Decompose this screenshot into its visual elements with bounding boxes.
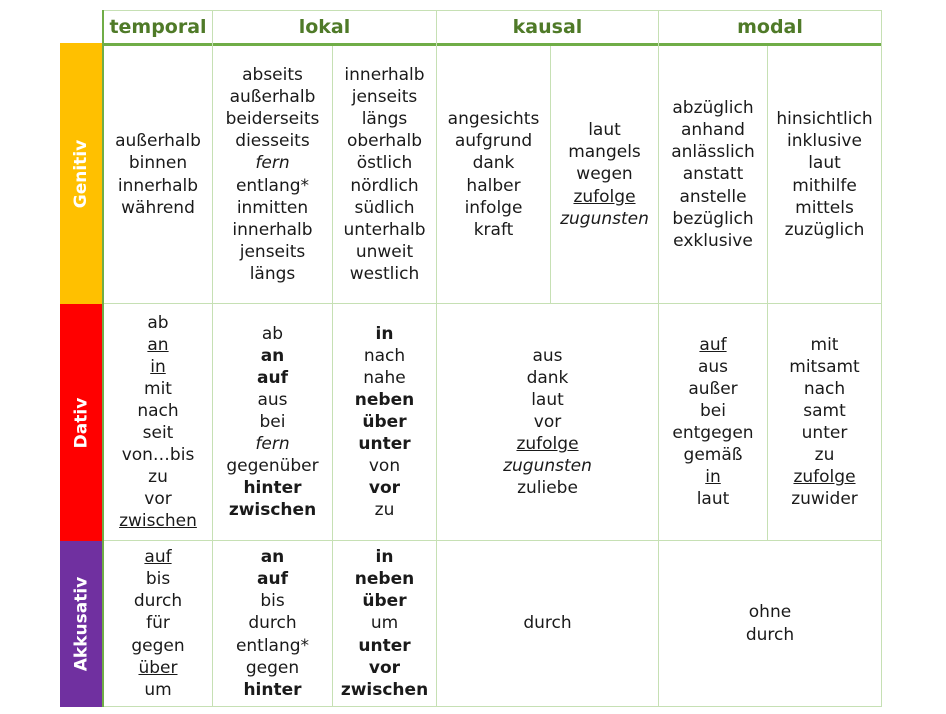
header-temporal: temporal xyxy=(109,15,207,38)
preposition: außerhalb xyxy=(115,131,201,152)
preposition: entlang* xyxy=(235,635,310,656)
preposition: zugunsten xyxy=(560,208,649,229)
preposition: um xyxy=(144,679,172,700)
grid-line-bottom xyxy=(103,706,882,707)
preposition: gegen xyxy=(131,635,185,656)
genitiv-lokal-cell-1 xyxy=(213,46,332,303)
preposition: laut xyxy=(531,389,564,410)
preposition: zuwider xyxy=(791,489,858,510)
preposition: bis xyxy=(145,569,171,590)
dativ-modal-cell-2 xyxy=(768,304,881,540)
preposition: zugunsten xyxy=(503,456,592,477)
preposition: dank xyxy=(472,153,515,174)
preposition: unter xyxy=(801,423,848,443)
preposition: zufolge xyxy=(793,467,856,488)
preposition: durch xyxy=(523,613,572,634)
preposition: abzüglich xyxy=(672,98,754,119)
preposition: nördlich xyxy=(350,175,419,196)
preposition: auf xyxy=(257,569,288,590)
preposition: über xyxy=(362,411,407,432)
preposition: ohne xyxy=(748,602,792,623)
preposition: unter xyxy=(358,635,411,656)
grid-line-right xyxy=(881,10,882,707)
preposition: über xyxy=(138,657,178,678)
preposition: neben xyxy=(354,569,415,590)
preposition: neben xyxy=(354,389,415,410)
preposition: anstelle xyxy=(679,186,747,207)
preposition: nach xyxy=(803,378,846,399)
preposition: anlässlich xyxy=(671,142,755,163)
preposition: innerhalb xyxy=(232,219,313,240)
preposition: an xyxy=(260,547,285,568)
preposition: mit xyxy=(144,378,172,399)
preposition: in xyxy=(150,356,166,377)
preposition: zufolge xyxy=(516,434,579,455)
preposition: zwischen xyxy=(119,511,197,532)
preposition: mit xyxy=(810,334,839,355)
preposition: laut xyxy=(808,153,841,174)
genitiv-modal-cell-2 xyxy=(768,46,881,303)
case-dativ-label: Dativ xyxy=(60,304,102,541)
preposition: beiderseits xyxy=(225,109,320,130)
preposition: ab xyxy=(147,312,169,333)
preposition: innerhalb xyxy=(344,65,425,86)
preposition: östlich xyxy=(356,153,413,174)
preposition: anstatt xyxy=(682,164,744,185)
preposition: zuzüglich xyxy=(784,219,865,240)
preposition: um xyxy=(370,613,399,634)
preposition: gegenüber xyxy=(226,456,319,477)
preposition: zwischen xyxy=(228,500,317,521)
preposition: entgegen xyxy=(672,423,754,443)
preposition: kraft xyxy=(473,219,514,240)
preposition: außerhalb xyxy=(229,87,316,108)
preposition: gegen xyxy=(245,657,300,678)
preposition: exklusive xyxy=(673,230,753,251)
preposition: innerhalb xyxy=(117,175,199,196)
preposition: aufgrund xyxy=(454,131,533,152)
preposition: dank xyxy=(526,367,569,388)
preposition: fern xyxy=(255,434,290,455)
preposition: inklusive xyxy=(787,131,862,152)
akkusativ-modal-cell xyxy=(659,541,881,706)
preposition: bezüglich xyxy=(672,208,754,229)
preposition: nach xyxy=(137,400,179,421)
preposition: mithilfe xyxy=(792,175,857,196)
preposition: inmitten xyxy=(236,197,309,218)
preposition: zu xyxy=(374,500,395,521)
akkusativ-temporal-cell xyxy=(104,541,212,706)
dativ-temporal-cell xyxy=(104,304,212,540)
genitiv-kausal-cell-1 xyxy=(437,46,550,303)
preposition: nach xyxy=(363,345,406,366)
dativ-lokal-cell-2 xyxy=(333,304,436,540)
preposition: unter xyxy=(358,434,411,455)
preposition: längs xyxy=(361,109,408,130)
preposition: zufolge xyxy=(573,186,636,207)
preposition: an xyxy=(147,334,169,355)
preposition: fern xyxy=(255,153,290,174)
preposition: aus xyxy=(257,389,288,410)
preposition: bei xyxy=(259,411,286,432)
preposition: diesseits xyxy=(235,131,310,152)
dativ-modal-cell-1 xyxy=(659,304,767,540)
preposition: gemäß xyxy=(683,445,743,466)
preposition: zwischen xyxy=(340,679,429,700)
preposition: abseits xyxy=(242,65,303,86)
header-lokal: lokal xyxy=(298,15,351,38)
case-akkusativ-label: Akkusativ xyxy=(60,541,102,707)
genitiv-kausal-cell-2 xyxy=(551,46,658,303)
preposition: in xyxy=(375,323,394,344)
preposition: bis xyxy=(260,591,285,612)
preposition: zuliebe xyxy=(517,478,578,499)
genitiv-modal-cell-1 xyxy=(659,46,767,303)
preposition: unterhalb xyxy=(343,219,426,240)
preposition: auf xyxy=(699,334,727,355)
preposition: während xyxy=(121,197,195,218)
genitiv-temporal-cell xyxy=(104,46,212,303)
preposition: aus xyxy=(697,356,729,377)
preposition: auf xyxy=(257,367,288,388)
preposition: hinter xyxy=(243,679,302,700)
preposition: auf xyxy=(144,547,172,568)
preposition: über xyxy=(362,591,407,612)
header-kausal: kausal xyxy=(512,15,583,38)
preposition: mittels xyxy=(795,197,854,218)
preposition: westlich xyxy=(349,263,420,284)
preposition: jenseits xyxy=(351,87,418,108)
preposition: in xyxy=(705,467,721,488)
preposition: mitsamt xyxy=(789,356,860,377)
preposition: laut xyxy=(696,489,730,510)
preposition: außer xyxy=(688,378,738,399)
preposition: zu xyxy=(148,467,168,488)
preposition: in xyxy=(375,547,394,568)
preposition: aus xyxy=(532,345,563,366)
header-modal: modal xyxy=(737,15,803,38)
preposition: durch xyxy=(133,591,183,612)
akkusativ-lokal-cell-2 xyxy=(333,541,436,706)
preposition: binnen xyxy=(128,153,188,174)
preposition: laut xyxy=(588,120,621,141)
preposition: infolge xyxy=(464,197,523,218)
preposition: unweit xyxy=(355,241,414,262)
dativ-lokal-cell-1 xyxy=(213,304,332,540)
preposition: durch xyxy=(745,624,795,645)
preposition: halber xyxy=(466,175,521,196)
preposition: wegen xyxy=(576,164,633,185)
preposition: vor xyxy=(368,478,401,499)
preposition: von xyxy=(368,456,401,477)
preposition: an xyxy=(260,345,285,366)
preposition: vor xyxy=(144,489,172,510)
preposition: entlang* xyxy=(235,175,310,196)
preposition: mangels xyxy=(568,142,641,163)
genitiv-lokal-cell-2 xyxy=(333,46,436,303)
preposition: durch xyxy=(248,613,297,634)
akkusativ-lokal-cell-1 xyxy=(213,541,332,706)
preposition: seit xyxy=(142,423,174,443)
preposition: hinter xyxy=(243,478,302,499)
preposition: samt xyxy=(803,400,846,421)
preposition: ab xyxy=(261,323,284,344)
dativ-kausal-cell xyxy=(437,304,658,540)
preposition: längs xyxy=(249,263,296,284)
preposition: oberhalb xyxy=(346,131,423,152)
preposition: vor xyxy=(533,411,562,432)
preposition: von…bis xyxy=(121,445,195,466)
preposition: angesichts xyxy=(447,109,540,130)
preposition: anhand xyxy=(681,120,745,141)
case-genitiv-label: Genitiv xyxy=(60,43,102,304)
preposition: zu xyxy=(814,445,835,466)
preposition: bei xyxy=(700,400,726,421)
preposition: südlich xyxy=(354,197,415,218)
preposition: für xyxy=(146,613,170,634)
preposition: vor xyxy=(368,657,401,678)
akkusativ-kausal-cell xyxy=(437,541,658,706)
preposition: hinsichtlich xyxy=(776,109,873,130)
preposition: nahe xyxy=(363,367,406,388)
preposition: jenseits xyxy=(239,241,306,262)
